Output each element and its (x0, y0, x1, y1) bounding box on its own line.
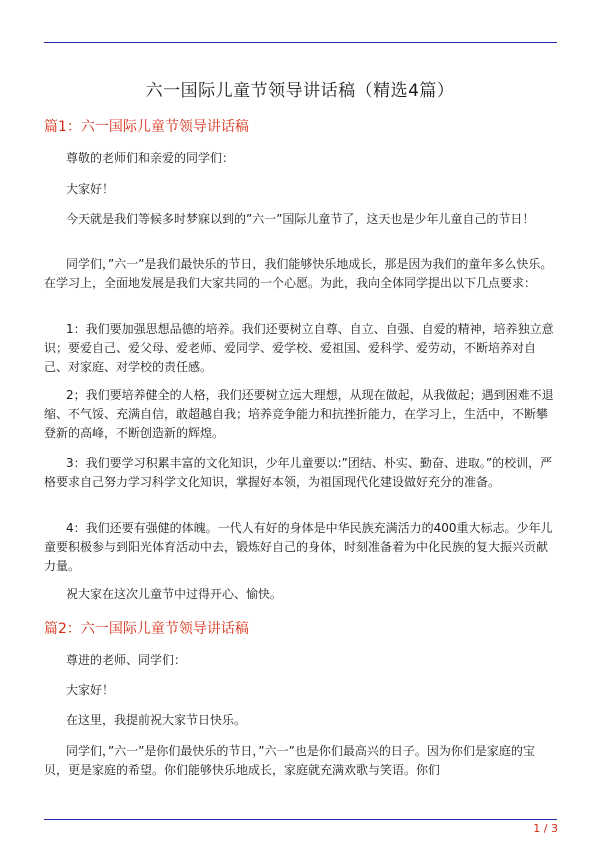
paragraph: 2；我们要培养健全的人格，我们还要树立远大理想，从现在做起，从我做起；遇到困难不退缩、不气馁、充满自信，敢超越自我；培养竞争能力和抗挫折能力，在学习上，生活中，不断攀登新的高峰，不断创造新的辉煌。 (44, 388, 554, 440)
paragraph: 祝大家在这次儿童节中过得开心、愉快。 (66, 587, 283, 601)
footer-rule (44, 819, 557, 820)
paragraph: 大家好！ (66, 683, 115, 697)
paragraph: 尊进的老师、同学们： (66, 653, 187, 667)
paragraph: 尊敬的老师们和亲爱的同学们： (66, 151, 235, 165)
page-indicator: 1 / 3 (533, 822, 558, 835)
section-heading-1: 篇1：六一国际儿童节领导讲话稿 (44, 119, 249, 135)
paragraph: 同学们，”六一”是我们最快乐的节日，我们能够快乐地成长，那是因为我们的童年多么快乐。在学习上，全面地发展是我们大家共同的一个心愿。为此，我向全体同学提出以下几点要求： (44, 257, 553, 290)
section-heading-2: 篇2：六一国际儿童节领导讲话稿 (44, 621, 249, 637)
document-title: 六一国际儿童节领导讲话稿（精选4篇） (145, 81, 455, 101)
paragraph: 大家好！ (66, 182, 115, 196)
paragraph: 今天就是我们等候多时梦寐以到的”六一”国际儿童节了，这天也是少年儿童自己的节日！ (66, 212, 535, 226)
paragraph: 同学们，”六一”是你们最快乐的节日，”六一”也是你们最高兴的日子。因为你们是家庭的宝贝，更是家庭的希望。你们能够快乐地成长，家庭就充满欢歌与笑语。你们 (44, 744, 535, 777)
paragraph: 3：我们要学习积累丰富的文化知识，少年儿童要以:”团结、朴实、勤奋、进取。”的校训，严格要求自己努力学习科学文化知识，掌握好本领，为祖国现代化建设做好充分的准备。 (44, 456, 553, 489)
paragraph: 1：我们要加强思想品德的培养。我们还要树立自尊、自立、自强、自爱的精神，培养独立意识；要爱自己、爱父母、爱老师、爱同学、爱学校、爱祖国、爱科学、爱劳动，不断培养对自己、对家庭、对学校的责任感。 (44, 322, 554, 374)
paragraph: 在这里，我提前祝大家节日快乐。 (66, 713, 247, 727)
paragraph: 4：我们还要有强健的体魄。一代人有好的身体是中华民族充满活力的400重大标志。少年儿童要积极参与到阳光体育活动中去，锻炼好自己的身体，时刻准备着为中化民族的复大振兴贡献力量。 (44, 521, 553, 573)
header-rule (44, 42, 557, 43)
